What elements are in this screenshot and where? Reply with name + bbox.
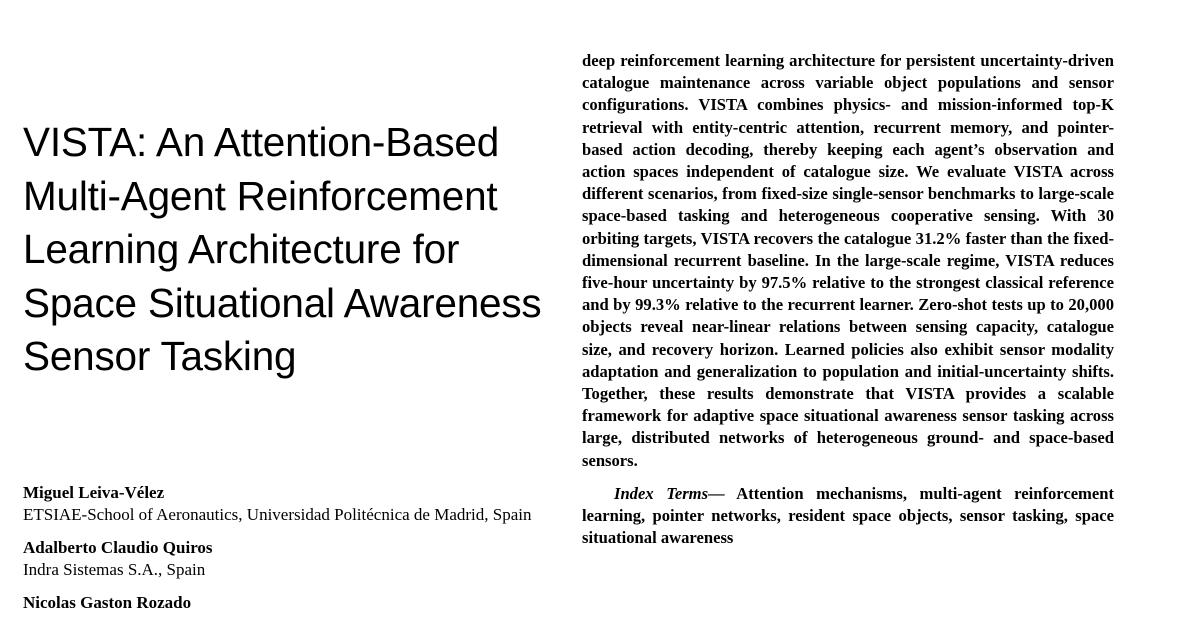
title-author-column [23,0,553,630]
abstract-column [582,50,1114,549]
author-affiliation: Indra Sistemas S.A., Spain [23,560,206,579]
paper-title: VISTA: An Attention-Based Multi-Agent Reinforcement Learning Architecture for Space Situational Awareness Sensor Tasking [23,119,542,379]
index-terms [582,483,1114,550]
author-entry [23,482,548,526]
author-list [23,482,548,625]
author-name: Nicolas Gaston Rozado [23,593,192,612]
author-name: Adalberto Claudio Quiros [23,538,213,557]
author-entry [23,592,548,614]
abstract-body: deep reinforcement learning architecture for persistent uncertainty-driven catalogue maintenance across variable object populations and sensor configurations. VISTA combines physics- and mission-informed top-K retrieval with entity-centric attention, recurrent memory, and pointer-based action decoding, thereby keeping each agent’s observation and action spaces independent of catalogue size. We evaluate VISTA across different scenarios, from fixed-size single-sensor benchmarks to large-scale space-based tasking and heterogeneous cooperative sensing. With 30 orbiting targets, VISTA recovers the catalogue 31.2% faster than the fixed-dimensional recurrent baseline. In the large-scale regime, VISTA reduces five-hour uncertainty by 97.5% relative to the strongest classical reference and by 99.3% relative to the recurrent learner. Zero-shot tests up to 20,000 objects reveal near-linear relations between sensing capacity, catalogue size, and recovery horizon. Learned policies also exhibit sensor modality adaptation and generalization to population and initial-uncertainty shifts. Together, these results demonstrate that VISTA provides a scalable framework for adaptive space situational awareness sensor tasking across large, distributed networks of heterogeneous ground- and space-based sensors. [582,51,1114,470]
author-entry [23,537,548,581]
author-affiliation: ETSIAE-School of Aeronautics, Universidad Politécnica de Madrid, Spain [23,505,532,524]
index-terms-separator: — [708,483,725,503]
author-name: Miguel Leiva-Vélez [23,483,165,502]
index-terms-list: Attention mechanisms, multi-agent reinforcement learning, pointer networks, resident space objects, sensor tasking, space situational awareness [582,483,1115,548]
index-terms-label: Index Terms [614,483,709,503]
